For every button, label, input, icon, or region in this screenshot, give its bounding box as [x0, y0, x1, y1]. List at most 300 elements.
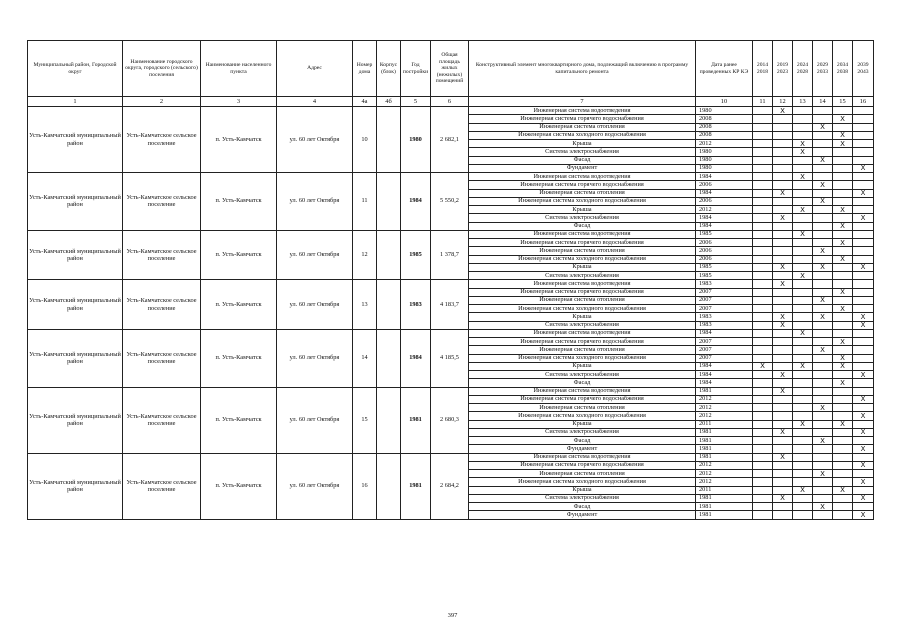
period-mark-cell: [813, 461, 833, 469]
period-mark-cell: [773, 197, 793, 205]
repair-date-cell: 2008: [696, 131, 753, 139]
period-mark-cell: [753, 222, 773, 230]
period-mark-cell: X: [793, 140, 813, 148]
element-cell: Крыша: [469, 420, 696, 428]
settlement-cell: Усть-Камчатское сельское поселение: [123, 387, 201, 453]
element-cell: Крыша: [469, 486, 696, 494]
period-mark-cell: [793, 222, 813, 230]
repair-date-cell: 1985: [696, 263, 753, 271]
period-mark-cell: X: [833, 379, 853, 387]
column-number: 11: [753, 97, 773, 107]
period-mark-cell: X: [793, 272, 813, 280]
element-cell: Крыша: [469, 313, 696, 321]
repair-date-cell: 1984: [696, 379, 753, 387]
header-cell: Муниципальный район, Городской округ: [28, 41, 123, 97]
period-mark-cell: [753, 313, 773, 321]
period-mark-cell: [813, 239, 833, 247]
period-mark-cell: X: [833, 338, 853, 346]
header-cell: Конструктивный элемент многоквартирного дома, подлежащий включению в программу капитального ремонта: [469, 41, 696, 97]
period-mark-cell: X: [853, 214, 874, 222]
period-mark-cell: [793, 412, 813, 420]
repair-date-cell: 1980: [696, 148, 753, 156]
period-mark-cell: [853, 379, 874, 387]
period-mark-cell: X: [773, 313, 793, 321]
period-mark-cell: X: [833, 131, 853, 139]
header-cell: Наименование городского округа, городского (сельского) поселения: [123, 41, 201, 97]
period-mark-cell: [853, 280, 874, 288]
period-mark-cell: X: [773, 189, 793, 197]
period-mark-cell: X: [853, 189, 874, 197]
period-mark-cell: [793, 461, 813, 469]
repair-date-cell: 2012: [696, 470, 753, 478]
period-mark-cell: X: [853, 412, 874, 420]
period-mark-cell: [853, 486, 874, 494]
period-mark-cell: [793, 280, 813, 288]
house-number-cell: 14: [353, 329, 377, 387]
period-mark-cell: [773, 395, 793, 403]
period-mark-cell: X: [853, 494, 874, 502]
period-mark-cell: X: [833, 255, 853, 263]
period-mark-cell: [773, 206, 793, 214]
column-number: 6: [431, 97, 469, 107]
period-mark-cell: [813, 395, 833, 403]
period-mark-cell: [793, 494, 813, 502]
period-mark-cell: X: [813, 346, 833, 354]
period-mark-cell: [793, 379, 813, 387]
period-mark-cell: [833, 296, 853, 304]
period-mark-cell: [753, 173, 773, 181]
element-cell: Инженерная система отопления: [469, 404, 696, 412]
period-mark-cell: [773, 255, 793, 263]
repair-date-cell: 2006: [696, 239, 753, 247]
period-mark-cell: [833, 437, 853, 445]
column-number: 16: [853, 97, 874, 107]
period-mark-cell: [753, 123, 773, 131]
house-number-cell: 12: [353, 230, 377, 280]
period-mark-cell: [753, 412, 773, 420]
period-mark-cell: [833, 387, 853, 395]
period-mark-cell: [813, 255, 833, 263]
period-mark-cell: [833, 173, 853, 181]
period-mark-cell: [773, 164, 793, 172]
period-mark-cell: [793, 288, 813, 296]
period-mark-cell: [753, 354, 773, 362]
period-mark-cell: [853, 305, 874, 313]
repair-date-cell: 1984: [696, 214, 753, 222]
header-cell: Номер дома: [353, 41, 377, 97]
period-mark-cell: X: [833, 288, 853, 296]
period-mark-cell: [853, 222, 874, 230]
period-mark-cell: [833, 189, 853, 197]
period-mark-cell: X: [753, 362, 773, 370]
element-cell: Фасад: [469, 379, 696, 387]
address-cell: ул. 60 лет Октября: [277, 453, 353, 519]
period-mark-cell: [793, 511, 813, 519]
capital-repair-table: [27, 40, 874, 520]
period-mark-cell: [753, 296, 773, 304]
settlement-cell: Усть-Камчатское сельское поселение: [123, 107, 201, 173]
period-mark-cell: [833, 329, 853, 337]
column-number: 13: [793, 97, 813, 107]
repair-date-cell: 1984: [696, 189, 753, 197]
period-mark-cell: [853, 247, 874, 255]
repair-date-cell: 1980: [696, 107, 753, 115]
repair-date-cell: 2006: [696, 247, 753, 255]
period-mark-cell: [793, 115, 813, 123]
house-number-cell: 13: [353, 280, 377, 330]
area-cell: 4 183,7: [431, 280, 469, 330]
table-row: [28, 280, 874, 288]
period-mark-cell: [773, 379, 793, 387]
period-mark-cell: X: [793, 206, 813, 214]
column-number: 14: [813, 97, 833, 107]
period-mark-cell: [793, 346, 813, 354]
period-mark-cell: [853, 272, 874, 280]
locality-cell: п. Усть-Камчатск: [201, 230, 277, 280]
period-mark-cell: [813, 164, 833, 172]
period-mark-cell: [793, 354, 813, 362]
period-mark-cell: [853, 362, 874, 370]
element-cell: Система электроснабжения: [469, 272, 696, 280]
period-mark-cell: [813, 305, 833, 313]
year-built-cell: 1984: [401, 329, 431, 387]
period-mark-cell: [833, 181, 853, 189]
element-cell: Инженерная система холодного водоснабжения: [469, 305, 696, 313]
period-mark-cell: [853, 156, 874, 164]
period-mark-cell: [853, 346, 874, 354]
period-mark-cell: [813, 206, 833, 214]
element-cell: Фундамент: [469, 511, 696, 519]
column-number: 4: [277, 97, 353, 107]
element-cell: Система электроснабжения: [469, 148, 696, 156]
period-mark-cell: [813, 478, 833, 486]
period-mark-cell: [813, 379, 833, 387]
period-mark-cell: X: [853, 428, 874, 436]
period-mark-cell: [773, 420, 793, 428]
period-mark-cell: [773, 115, 793, 123]
period-mark-cell: [753, 511, 773, 519]
year-built-cell: 1981: [401, 387, 431, 453]
period-mark-cell: [833, 247, 853, 255]
period-mark-cell: [753, 338, 773, 346]
element-cell: Инженерная система отопления: [469, 470, 696, 478]
period-mark-cell: [833, 197, 853, 205]
period-mark-cell: [793, 437, 813, 445]
period-mark-cell: [813, 329, 833, 337]
period-mark-cell: X: [813, 263, 833, 271]
area-cell: 5 550,2: [431, 173, 469, 231]
period-mark-cell: [793, 239, 813, 247]
period-mark-cell: [753, 486, 773, 494]
column-number: 15: [833, 97, 853, 107]
house-number-cell: 11: [353, 173, 377, 231]
period-mark-cell: [813, 131, 833, 139]
block-cell: [377, 329, 401, 387]
period-mark-cell: [773, 486, 793, 494]
period-mark-cell: [853, 354, 874, 362]
period-mark-cell: X: [853, 371, 874, 379]
repair-date-cell: 1981: [696, 428, 753, 436]
period-mark-cell: [853, 115, 874, 123]
period-mark-cell: [853, 140, 874, 148]
period-mark-cell: X: [853, 395, 874, 403]
period-mark-cell: [773, 288, 793, 296]
district-cell: Усть-Камчатский муниципальный район: [28, 280, 123, 330]
settlement-cell: Усть-Камчатское сельское поселение: [123, 230, 201, 280]
period-mark-cell: [793, 395, 813, 403]
area-cell: 2 680,3: [431, 387, 469, 453]
repair-date-cell: 2007: [696, 354, 753, 362]
period-mark-cell: [773, 156, 793, 164]
period-mark-cell: [833, 494, 853, 502]
period-mark-cell: X: [813, 437, 833, 445]
block-cell: [377, 280, 401, 330]
period-mark-cell: [833, 395, 853, 403]
period-mark-cell: X: [773, 371, 793, 379]
period-mark-cell: X: [833, 354, 853, 362]
locality-cell: п. Усть-Камчатск: [201, 173, 277, 231]
element-cell: Инженерная система водоотведения: [469, 230, 696, 238]
period-mark-cell: [793, 321, 813, 329]
locality-cell: п. Усть-Камчатск: [201, 453, 277, 519]
repair-date-cell: 1984: [696, 173, 753, 181]
period-mark-cell: X: [773, 214, 793, 222]
element-cell: Инженерная система отопления: [469, 346, 696, 354]
element-cell: Фасад: [469, 437, 696, 445]
block-cell: [377, 230, 401, 280]
repair-date-cell: 2006: [696, 197, 753, 205]
period-mark-cell: [853, 181, 874, 189]
repair-date-cell: 1984: [696, 362, 753, 370]
column-number: 5: [401, 97, 431, 107]
year-built-cell: 1985: [401, 230, 431, 280]
header-row: [28, 41, 874, 97]
column-number: 3: [201, 97, 277, 107]
address-cell: ул. 60 лет Октября: [277, 107, 353, 173]
period-mark-cell: [813, 222, 833, 230]
period-mark-cell: [853, 387, 874, 395]
period-mark-cell: [773, 329, 793, 337]
period-mark-cell: X: [773, 387, 793, 395]
period-mark-cell: [853, 288, 874, 296]
period-mark-cell: [773, 222, 793, 230]
locality-cell: п. Усть-Камчатск: [201, 107, 277, 173]
block-cell: [377, 453, 401, 519]
repair-date-cell: 1984: [696, 222, 753, 230]
period-mark-cell: X: [853, 461, 874, 469]
element-cell: Крыша: [469, 362, 696, 370]
settlement-cell: Усть-Камчатское сельское поселение: [123, 280, 201, 330]
element-cell: Инженерная система холодного водоснабжения: [469, 197, 696, 205]
year-built-cell: 1981: [401, 453, 431, 519]
period-mark-cell: [753, 255, 773, 263]
period-mark-cell: [753, 148, 773, 156]
period-mark-cell: [833, 412, 853, 420]
period-mark-cell: [833, 404, 853, 412]
period-mark-cell: [773, 354, 793, 362]
period-mark-cell: X: [813, 247, 833, 255]
period-mark-cell: [853, 230, 874, 238]
period-mark-cell: [773, 346, 793, 354]
period-mark-cell: [793, 503, 813, 511]
district-cell: Усть-Камчатский муниципальный район: [28, 173, 123, 231]
period-mark-cell: [773, 296, 793, 304]
period-mark-cell: [773, 305, 793, 313]
period-mark-cell: [813, 371, 833, 379]
house-number-cell: 10: [353, 107, 377, 173]
period-mark-cell: X: [853, 321, 874, 329]
period-mark-cell: [813, 338, 833, 346]
period-mark-cell: [793, 263, 813, 271]
period-mark-cell: [793, 453, 813, 461]
period-mark-cell: [753, 478, 773, 486]
period-mark-cell: [753, 140, 773, 148]
element-cell: Фундамент: [469, 445, 696, 453]
period-mark-cell: [813, 486, 833, 494]
period-mark-cell: X: [853, 511, 874, 519]
element-cell: Система электроснабжения: [469, 371, 696, 379]
block-cell: [377, 387, 401, 453]
element-cell: Инженерная система горячего водоснабжения: [469, 181, 696, 189]
period-mark-cell: [833, 428, 853, 436]
period-mark-cell: [853, 420, 874, 428]
period-mark-cell: [773, 247, 793, 255]
element-cell: Система электроснабжения: [469, 494, 696, 502]
period-mark-cell: [853, 296, 874, 304]
period-mark-cell: [793, 387, 813, 395]
period-mark-cell: [793, 371, 813, 379]
period-mark-cell: [833, 371, 853, 379]
header-cell: Корпус (блок): [377, 41, 401, 97]
element-cell: Инженерная система водоотведения: [469, 329, 696, 337]
table-header: [28, 41, 874, 107]
period-mark-cell: [813, 115, 833, 123]
period-mark-cell: [813, 214, 833, 222]
period-mark-cell: [813, 107, 833, 115]
period-mark-cell: [813, 494, 833, 502]
period-mark-cell: [833, 214, 853, 222]
table-body: [28, 107, 874, 520]
period-mark-cell: [793, 296, 813, 304]
repair-date-cell: 2012: [696, 206, 753, 214]
address-cell: ул. 60 лет Октября: [277, 230, 353, 280]
period-mark-cell: [773, 173, 793, 181]
period-mark-cell: X: [813, 503, 833, 511]
area-cell: 2 684,2: [431, 453, 469, 519]
period-mark-cell: [773, 503, 793, 511]
period-mark-cell: [833, 461, 853, 469]
period-mark-cell: X: [813, 197, 833, 205]
period-mark-cell: [773, 445, 793, 453]
period-mark-cell: [753, 371, 773, 379]
area-cell: 4 185,5: [431, 329, 469, 387]
repair-date-cell: 1985: [696, 230, 753, 238]
block-cell: [377, 173, 401, 231]
address-cell: ул. 60 лет Октября: [277, 387, 353, 453]
settlement-cell: Усть-Камчатское сельское поселение: [123, 329, 201, 387]
period-mark-cell: [813, 412, 833, 420]
period-mark-cell: [833, 453, 853, 461]
repair-date-cell: 1981: [696, 503, 753, 511]
period-mark-cell: X: [813, 181, 833, 189]
period-mark-cell: [853, 338, 874, 346]
address-cell: ул. 60 лет Октября: [277, 329, 353, 387]
period-mark-cell: [813, 453, 833, 461]
period-mark-cell: X: [773, 107, 793, 115]
period-mark-cell: [773, 181, 793, 189]
period-mark-cell: [753, 470, 773, 478]
period-mark-cell: [773, 272, 793, 280]
period-mark-cell: [833, 470, 853, 478]
period-mark-cell: X: [773, 263, 793, 271]
element-cell: Инженерная система отопления: [469, 296, 696, 304]
element-cell: Инженерная система холодного водоснабжения: [469, 255, 696, 263]
period-mark-cell: X: [813, 156, 833, 164]
column-number: 12: [773, 97, 793, 107]
period-mark-cell: [773, 412, 793, 420]
period-mark-cell: [813, 511, 833, 519]
period-mark-cell: X: [833, 486, 853, 494]
settlement-cell: Усть-Камчатское сельское поселение: [123, 453, 201, 519]
repair-date-cell: 2012: [696, 412, 753, 420]
period-mark-cell: X: [813, 296, 833, 304]
period-mark-cell: [813, 387, 833, 395]
repair-date-cell: 2006: [696, 255, 753, 263]
period-mark-cell: [813, 173, 833, 181]
period-mark-cell: X: [833, 222, 853, 230]
table-row: [28, 107, 874, 115]
period-mark-cell: [813, 140, 833, 148]
period-mark-cell: [853, 453, 874, 461]
period-mark-cell: [753, 305, 773, 313]
period-mark-cell: [793, 404, 813, 412]
element-cell: Инженерная система отопления: [469, 189, 696, 197]
element-cell: Инженерная система горячего водоснабжения: [469, 395, 696, 403]
period-mark-cell: X: [773, 494, 793, 502]
district-cell: Усть-Камчатский муниципальный район: [28, 230, 123, 280]
period-mark-cell: [853, 131, 874, 139]
period-mark-cell: [833, 123, 853, 131]
period-mark-cell: [853, 123, 874, 131]
repair-date-cell: 1981: [696, 511, 753, 519]
element-cell: Фасад: [469, 156, 696, 164]
period-mark-cell: [833, 156, 853, 164]
period-mark-cell: X: [773, 453, 793, 461]
repair-date-cell: 2011: [696, 486, 753, 494]
period-mark-cell: [853, 404, 874, 412]
column-number: 4б: [377, 97, 401, 107]
area-cell: 1 378,7: [431, 230, 469, 280]
element-cell: Инженерная система отопления: [469, 247, 696, 255]
page-number: 397: [447, 612, 458, 619]
period-mark-cell: [753, 272, 773, 280]
locality-cell: п. Усть-Камчатск: [201, 280, 277, 330]
period-mark-cell: [793, 107, 813, 115]
period-mark-cell: [853, 437, 874, 445]
period-mark-cell: [833, 263, 853, 271]
header-cell: Дата ранее проведенных КР КЭ: [696, 41, 753, 97]
period-mark-cell: [833, 346, 853, 354]
period-mark-cell: [793, 428, 813, 436]
period-mark-cell: [833, 445, 853, 453]
period-mark-cell: [793, 247, 813, 255]
period-mark-cell: X: [853, 164, 874, 172]
header-cell: Адрес: [277, 41, 353, 97]
area-cell: 2 682,1: [431, 107, 469, 173]
period-mark-cell: X: [853, 263, 874, 271]
header-cell: 2019 2023: [773, 41, 793, 97]
settlement-cell: Усть-Камчатское сельское поселение: [123, 173, 201, 231]
